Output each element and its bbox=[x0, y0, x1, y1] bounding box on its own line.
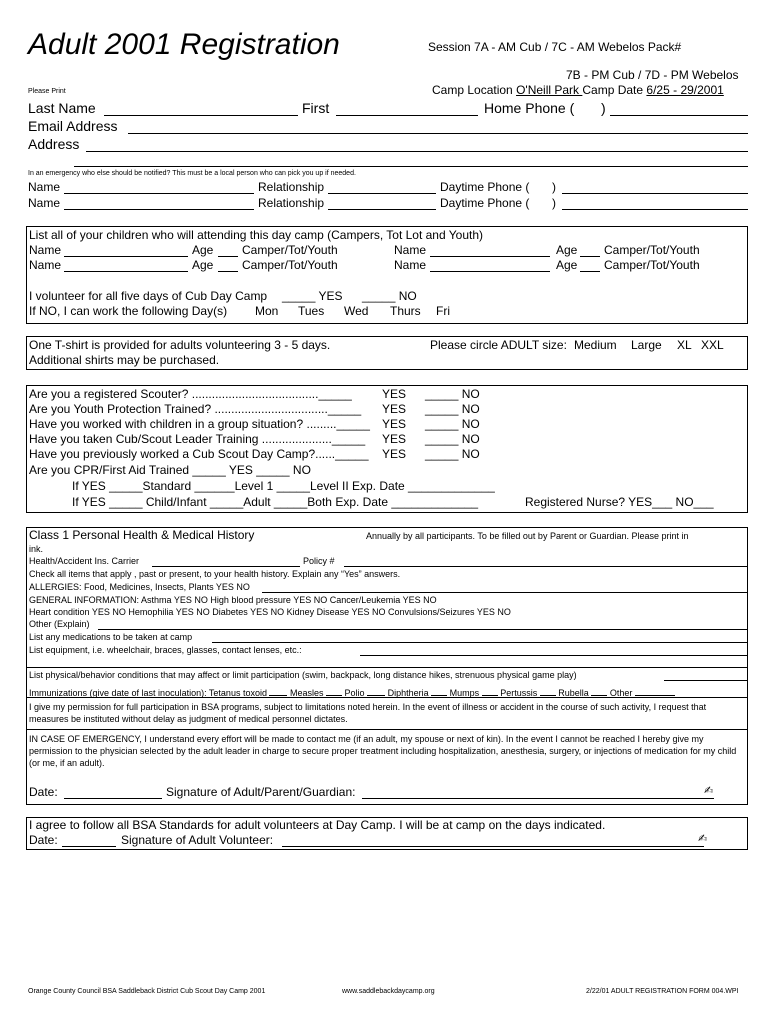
child-name-field[interactable] bbox=[430, 256, 550, 257]
imm-measles: Measles bbox=[290, 688, 324, 698]
volunteer-signature-label: Signature of Adult Volunteer: bbox=[121, 833, 274, 847]
relationship-field-2[interactable] bbox=[328, 209, 436, 210]
please-print-note: Please Print bbox=[28, 88, 66, 95]
camp-location-label: Camp Location bbox=[432, 83, 513, 97]
physical-field[interactable] bbox=[664, 680, 748, 681]
child-type-label: Camper/Tot/Youth bbox=[604, 243, 700, 257]
equipment-label: List equipment, i.e. wheelchair, braces, glasses, contact lenses, etc.: bbox=[29, 645, 302, 655]
volunteer-all-days-label: I volunteer for all five days of Cub Day Camp bbox=[29, 289, 268, 303]
page-title: Adult 2001 Registration bbox=[28, 28, 340, 61]
cpr-question[interactable]: Are you CPR/First Aid Trained _____ YES _____ NO bbox=[29, 463, 311, 477]
medications-field[interactable] bbox=[212, 642, 748, 643]
session-line-2: 7B - PM Cub / 7D - PM Webelos bbox=[566, 68, 739, 82]
child-name-label: Name bbox=[394, 243, 427, 257]
health-date-field[interactable] bbox=[64, 798, 162, 799]
emergency-permission-text: IN CASE OF EMERGENCY, I understand every effort will be made to contact me (if an adult, my spouse or next of kin). In the event I cannot be reached I hereby give my permission to the physician selected by the adult leader in charge to secure proper treatment including hospitalization, anesthesia, surgery, or injections of medication for my child (or me, if an adult). bbox=[29, 734, 737, 768]
footer-right: 2/22/01 ADULT REGISTRATION FORM 004.WPI bbox=[586, 988, 739, 995]
physical-label: List physical/behavior conditions that may affect or limit participation (swim, backpack, long distance hikes, strenuous physical game play) bbox=[29, 670, 577, 680]
imm-diphtheria: Diphtheria bbox=[387, 688, 429, 698]
question-leader-training: Have you taken Cub/Scout Leader Training ....................._____ bbox=[29, 432, 366, 446]
last-name-field[interactable] bbox=[104, 115, 298, 116]
imm-polio: Polio bbox=[344, 688, 365, 698]
answer-yes[interactable]: YES bbox=[382, 432, 407, 446]
health-divider bbox=[27, 667, 748, 668]
emergency-name-label-1: Name bbox=[28, 180, 61, 194]
size-xxl[interactable]: XXL bbox=[701, 338, 724, 352]
emergency-note: In an emergency who else should be notified? This must be a local person who can pick you up if needed. bbox=[28, 170, 356, 177]
polio-field[interactable] bbox=[367, 683, 385, 696]
measles-field[interactable] bbox=[326, 683, 342, 696]
child-age-label: Age bbox=[192, 258, 214, 272]
medications-label: List any medications to be taken at camp bbox=[29, 632, 193, 642]
immunizations-row bbox=[29, 683, 675, 698]
camp-location-row bbox=[432, 83, 724, 97]
health-ink-note: ink. bbox=[29, 544, 44, 554]
child-type-label: Camper/Tot/Youth bbox=[242, 258, 338, 272]
health-annual-note: Annually by all participants. To be filled out by Parent or Guardian. Please print in bbox=[366, 531, 689, 541]
carrier-field[interactable] bbox=[152, 566, 300, 567]
email-field[interactable] bbox=[128, 133, 748, 134]
last-name-label: Last Name bbox=[28, 100, 96, 116]
size-medium[interactable]: Medium bbox=[574, 338, 617, 352]
mumps-field[interactable] bbox=[482, 683, 498, 696]
answer-yes[interactable]: YES bbox=[382, 417, 407, 431]
policy-field[interactable] bbox=[344, 566, 748, 567]
volunteer-signature-field[interactable] bbox=[282, 846, 704, 847]
day-tues[interactable]: Tues bbox=[298, 304, 325, 318]
tshirt-line-1: One T-shirt is provided for adults volunteering 3 - 5 days. bbox=[29, 338, 331, 352]
if-no-days-label: If NO, I can work the following Day(s) bbox=[29, 304, 228, 318]
equipment-field[interactable] bbox=[360, 655, 748, 656]
child-age-field[interactable] bbox=[580, 256, 600, 257]
footer-left: Orange County Council BSA Saddleback District Cub Scout Day Camp 2001 bbox=[28, 988, 266, 995]
home-phone-paren: ) bbox=[601, 100, 606, 116]
size-xl[interactable]: XL bbox=[677, 338, 692, 352]
session-line-1: Session 7A - AM Cub / 7C - AM Webelos Pack# bbox=[428, 40, 682, 54]
allergies-field[interactable] bbox=[262, 592, 748, 593]
volunteer-no[interactable]: _____ NO bbox=[362, 289, 417, 303]
day-mon[interactable]: Mon bbox=[255, 304, 279, 318]
child-age-field[interactable] bbox=[580, 271, 600, 272]
imm-mumps: Mumps bbox=[449, 688, 480, 698]
answer-no[interactable]: _____ NO bbox=[425, 447, 480, 461]
first-aid-line[interactable]: If YES _____ Child/Infant _____Adult _____Both Exp. Date _____________ bbox=[72, 495, 479, 509]
children-heading: List all of your children who will attending this day camp (Campers, Tot Lot and Youth) bbox=[29, 228, 484, 242]
question-worked-children: Have you worked with children in a group situation? ........._____ bbox=[29, 417, 370, 431]
address-field[interactable] bbox=[86, 151, 748, 152]
relationship-label-2: Relationship bbox=[258, 196, 325, 210]
tshirt-size-prompt: Please circle ADULT size: bbox=[430, 338, 567, 352]
permission-text: I give my permission for full participation in BSA programs, subject to limitations noted herein. In the event of illness or accident in the course of such activity, I request that measures be instituted without delay as judgment of medical personnel dictates. bbox=[29, 702, 707, 724]
child-name-label: Name bbox=[29, 243, 62, 257]
pertussis-field[interactable] bbox=[540, 683, 556, 696]
volunteer-date-field[interactable] bbox=[62, 846, 116, 847]
child-name-field[interactable] bbox=[64, 271, 188, 272]
child-age-label: Age bbox=[556, 258, 578, 272]
guardian-signature-label: Signature of Adult/Parent/Guardian: bbox=[166, 785, 356, 799]
daytime-phone-paren-1: ) bbox=[552, 180, 556, 194]
child-age-label: Age bbox=[556, 243, 578, 257]
cpr-level-line[interactable]: If YES _____Standard ______Level 1 _____Level II Exp. Date _____________ bbox=[72, 479, 495, 493]
daytime-phone-field-2[interactable] bbox=[562, 209, 748, 210]
camp-date-label: Camp Date bbox=[582, 83, 644, 97]
child-age-field[interactable] bbox=[218, 271, 238, 272]
camp-date-value[interactable]: 6/25 - 29/2001 bbox=[646, 83, 724, 97]
agreement-text: I agree to follow all BSA Standards for adult volunteers at Day Camp. I will be at camp on the days indicated. bbox=[29, 818, 606, 832]
relationship-label-1: Relationship bbox=[258, 180, 325, 194]
immunizations-label: Immunizations (give date of last inoculation): Tetanus toxoid bbox=[29, 688, 267, 698]
emergency-name-label-2: Name bbox=[28, 196, 61, 210]
home-phone-label: Home Phone ( bbox=[484, 100, 575, 116]
answer-no[interactable]: _____ NO bbox=[425, 432, 480, 446]
child-type-label: Camper/Tot/Youth bbox=[604, 258, 700, 272]
carrier-label: Health/Accident Ins. Carrier bbox=[29, 556, 140, 566]
day-thurs[interactable]: Thurs bbox=[390, 304, 421, 318]
policy-label: Policy # bbox=[303, 556, 335, 566]
camp-location-value[interactable]: O'Neill Park bbox=[516, 83, 583, 97]
registered-nurse[interactable]: Registered Nurse? YES___ NO___ bbox=[525, 495, 714, 509]
day-fri[interactable]: Fri bbox=[436, 304, 450, 318]
home-phone-field[interactable] bbox=[610, 115, 748, 116]
answer-no[interactable]: _____ NO bbox=[425, 387, 480, 401]
child-age-label: Age bbox=[192, 243, 214, 257]
child-name-field[interactable] bbox=[64, 256, 188, 257]
diphtheria-field[interactable] bbox=[431, 683, 447, 696]
relationship-field-1[interactable] bbox=[328, 193, 436, 194]
health-date-label: Date: bbox=[29, 785, 58, 799]
address-field-2[interactable] bbox=[74, 166, 748, 167]
email-label: Email Address bbox=[28, 118, 118, 134]
imm-other: Other bbox=[609, 688, 633, 698]
imm-pertussis: Pertussis bbox=[500, 688, 538, 698]
guardian-signature-field[interactable] bbox=[362, 798, 714, 799]
question-previous-camp: Have you previously worked a Cub Scout Day Camp?......_____ bbox=[29, 447, 369, 461]
rubella-field[interactable] bbox=[591, 683, 607, 696]
address-label: Address bbox=[28, 136, 80, 152]
pen-icon: ✍ bbox=[698, 833, 708, 845]
other-imm-field[interactable] bbox=[635, 683, 675, 696]
volunteer-yes[interactable]: _____ YES bbox=[282, 289, 343, 303]
allergies-line[interactable]: ALLERGIES: Food, Medicines, Insects, Plants YES NO bbox=[29, 582, 250, 592]
heart-line[interactable]: Heart condition YES NO Hemophilia YES NO Diabetes YES NO Kidney Disease YES NO Convulsions/Seizures YES NO bbox=[29, 607, 511, 617]
size-large[interactable]: Large bbox=[631, 338, 662, 352]
answer-yes[interactable]: YES bbox=[382, 447, 407, 461]
first-name-label: First bbox=[302, 100, 330, 116]
daytime-phone-label-1: Daytime Phone ( bbox=[440, 180, 530, 194]
footer-website[interactable]: www.saddlebackdaycamp.org bbox=[342, 988, 435, 995]
child-name-field[interactable] bbox=[430, 271, 550, 272]
child-name-label: Name bbox=[29, 258, 62, 272]
other-explain-label: Other (Explain) bbox=[29, 619, 90, 629]
imm-rubella: Rubella bbox=[558, 688, 589, 698]
tshirt-line-2: Additional shirts may be purchased. bbox=[29, 353, 220, 367]
pen-icon: ✍ bbox=[704, 785, 714, 797]
child-type-label: Camper/Tot/Youth bbox=[242, 243, 338, 257]
question-registered: Are you a registered Scouter? ......................................_____ bbox=[29, 387, 352, 401]
answer-no[interactable]: _____ NO bbox=[425, 417, 480, 431]
emergency-name-field-1[interactable] bbox=[64, 193, 254, 194]
day-wed[interactable]: Wed bbox=[344, 304, 369, 318]
health-heading: Class 1 Personal Health & Medical History bbox=[29, 528, 255, 542]
volunteer-date-label: Date: bbox=[29, 833, 58, 847]
tetanus-field[interactable] bbox=[269, 683, 287, 696]
child-name-label: Name bbox=[394, 258, 427, 272]
health-divider bbox=[27, 729, 748, 730]
emergency-name-field-2[interactable] bbox=[64, 209, 254, 210]
answer-yes[interactable]: YES bbox=[382, 387, 407, 401]
question-ypt: Are you Youth Protection Trained? .................................._____ bbox=[29, 402, 362, 416]
daytime-phone-field-1[interactable] bbox=[562, 193, 748, 194]
daytime-phone-label-2: Daytime Phone ( bbox=[440, 196, 530, 210]
child-age-field[interactable] bbox=[218, 256, 238, 257]
health-divider bbox=[27, 697, 748, 698]
health-check-items: Check all items that apply , past or present, to your health history. Explain any “Yes” answers. bbox=[29, 569, 401, 579]
general-info-line[interactable]: GENERAL INFORMATION: Asthma YES NO High blood pressure YES NO Cancer/Leukemia YES NO bbox=[29, 595, 437, 605]
answer-no[interactable]: _____ NO bbox=[425, 402, 480, 416]
other-explain-field[interactable] bbox=[98, 629, 748, 630]
answer-yes[interactable]: YES bbox=[382, 402, 407, 416]
first-name-field[interactable] bbox=[336, 115, 478, 116]
daytime-phone-paren-2: ) bbox=[552, 196, 556, 210]
